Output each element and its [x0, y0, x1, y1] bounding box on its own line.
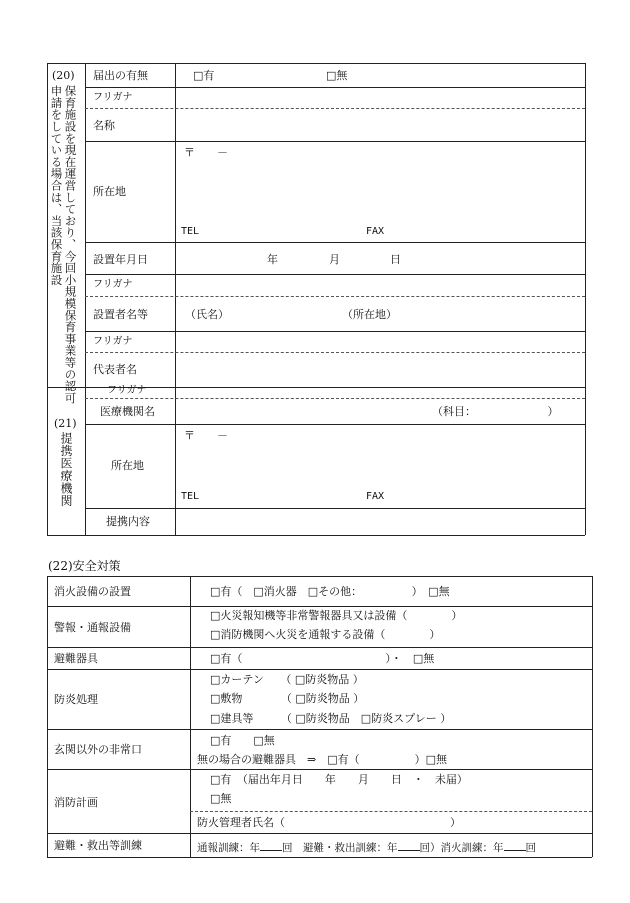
founder-label: 設置者名等 — [93, 308, 148, 321]
fax-label: FAX — [366, 491, 385, 502]
fittings-option[interactable]: □建具等 （ □防炎物品 □防炎スプレー ） — [210, 712, 452, 725]
extinguishing-drill-count-field[interactable] — [504, 840, 526, 851]
curtain-option[interactable]: □カーテン （ □防炎物品 ） — [210, 673, 364, 686]
section-22-heading: (22)安全対策 — [48, 559, 121, 573]
carpet-option[interactable]: □敷物 （ □防炎物品 ） — [210, 692, 365, 705]
evacuation-drill-label: 回 避難・救出訓練：年 — [282, 842, 398, 854]
day-label: 日 — [390, 253, 401, 266]
report-drill-label: 通報訓練：年 — [197, 842, 260, 854]
founder-address-label: （所在地） — [342, 308, 397, 321]
alarm-equipment-label: 警報・通報設備 — [54, 621, 131, 634]
institution-address-label: 所在地 — [111, 459, 144, 472]
section-21-title: 提携医療機関 — [59, 432, 73, 507]
report-drill-count-field[interactable] — [260, 840, 282, 851]
notification-no-checkbox[interactable]: □無 — [326, 69, 348, 82]
facility-name-label: 名称 — [93, 119, 115, 132]
tel-label: TEL — [181, 491, 200, 502]
furigana-label: フリガナ — [93, 92, 133, 103]
founder-name-label: （氏名） — [185, 308, 229, 321]
notification-device-option[interactable]: □消防機関へ火災を通報する設備（ ） — [210, 628, 441, 641]
furigana-label: フリガナ — [93, 279, 133, 290]
fire-manager-name-field[interactable]: 防火管理者氏名（ ） — [197, 816, 461, 829]
section-20-number: (20) — [52, 69, 75, 82]
fire-extinguishing-options[interactable]: □有（ □消火器 □その他： ） □無 — [210, 585, 450, 598]
section-21-number: (21) — [54, 417, 77, 430]
representative-label: 代表者名 — [93, 363, 137, 376]
section-20-title-line1: 保育施設を現在運営しており、今回小規模保育事業等の認可 — [63, 85, 78, 404]
drill-counts — [197, 840, 536, 854]
notification-label: 届出の有無 — [93, 69, 148, 82]
evacuation-drill-count-field[interactable] — [398, 840, 420, 851]
fax-label: FAX — [366, 226, 385, 237]
extinguishing-drill-label: 回）消火訓練：年 — [419, 842, 504, 854]
fire-extinguishing-label: 消火設備の設置 — [54, 585, 131, 598]
partnership-contents-label: 提携内容 — [106, 515, 150, 528]
fire-plan-yes-option[interactable]: □有 （届出年月日 年 月 日 ・ 未届） — [210, 773, 468, 786]
department-field: （科目： ） — [432, 405, 559, 418]
established-date-label: 設置年月日 — [93, 253, 148, 266]
furigana-label: フリガナ — [107, 385, 147, 396]
evacuation-equipment-label: 避難器具 — [54, 652, 98, 665]
times-label: 回 — [525, 842, 536, 854]
drill-label: 避難・救出等訓練 — [54, 839, 142, 852]
emergency-exit-options[interactable]: □有 □無 — [210, 734, 275, 747]
flameproof-label: 防炎処理 — [54, 693, 98, 706]
section-20-title-line2: 申請をしている場合は、当該保育施設 — [49, 85, 64, 286]
year-label: 年 — [267, 253, 278, 266]
alt-evacuation-options[interactable]: 無の場合の避難器具 ⇒ □有（ ）□無 — [197, 753, 448, 766]
emergency-exit-label: 玄関以外の非常口 — [54, 743, 142, 756]
month-label: 月 — [329, 253, 340, 266]
facility-address-label: 所在地 — [93, 185, 126, 198]
evacuation-equipment-options[interactable]: □有（ ）・ □無 — [210, 652, 435, 665]
tel-label: TEL — [181, 226, 200, 237]
fire-plan-label: 消防計画 — [54, 796, 98, 809]
furigana-label: フリガナ — [93, 336, 133, 347]
medical-institution-label: 医療機関名 — [100, 405, 155, 418]
postal-mark: 〒 － — [184, 146, 228, 159]
fire-plan-no-option[interactable]: □無 — [210, 792, 232, 805]
postal-mark: 〒 － — [184, 429, 228, 442]
alarm-device-option[interactable]: □火災報知機等非常警報器具又は設備（ ） — [210, 609, 463, 622]
notification-yes-checkbox[interactable]: □有 — [193, 69, 215, 82]
